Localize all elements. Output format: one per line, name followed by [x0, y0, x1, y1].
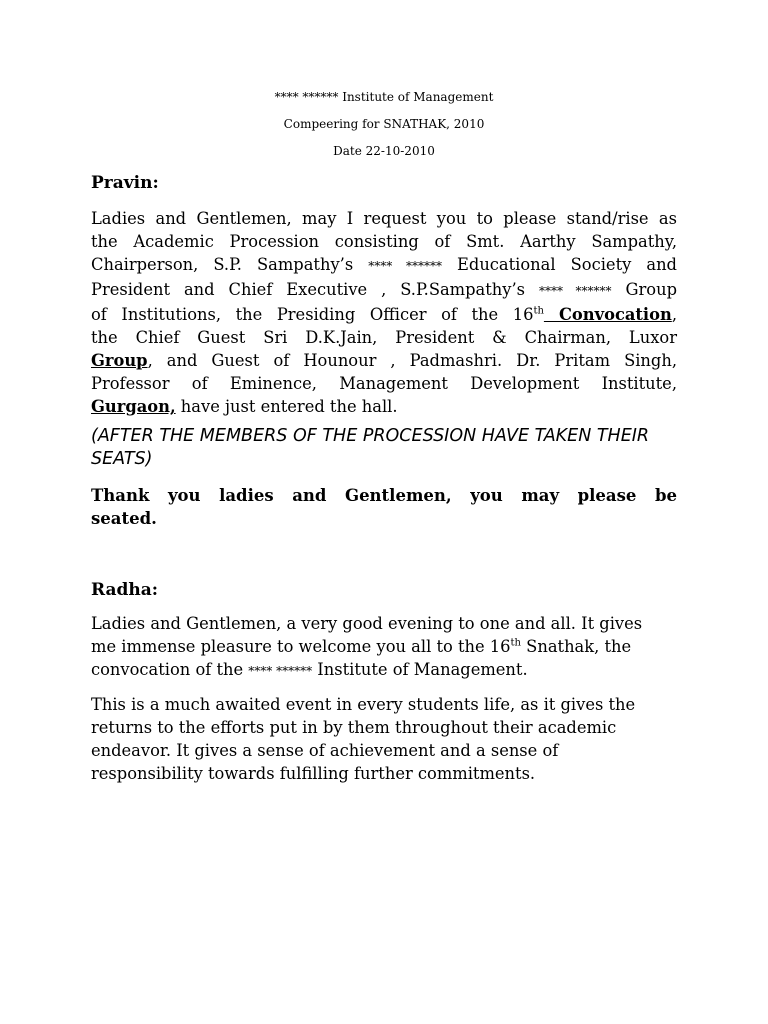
text-run: me immense pleasure to welcome you all to the 16: [91, 637, 511, 656]
institute-title: **** ****** Institute of Management: [274, 90, 494, 104]
redacted-name: **** ******: [248, 664, 313, 678]
paragraph-line: [91, 326, 677, 349]
text-run: the Academic Procession consisting of Smt. Aarthy Sampathy,: [91, 232, 677, 251]
text-run: the Chief Guest Sri D.K.Jain, President & Chairman, Luxor: [91, 328, 677, 347]
text-run: Professor of Eminence, Management Development Institute,: [91, 374, 677, 393]
text-run: ,: [671, 305, 677, 324]
paragraph-line: returns to the efforts put in by them throughout their academic: [91, 718, 617, 737]
text-run: Group: [611, 280, 677, 299]
text-run: , and Guest of Hounour , Padmashri. Dr. Pritam Singh,: [147, 351, 677, 370]
document-date: Date 22-10-2010: [333, 144, 435, 158]
procession-paragraph: [91, 207, 677, 418]
ordinal-superscript: th: [510, 637, 521, 649]
paragraph-line: [91, 635, 677, 658]
text-run: convocation of the: [91, 660, 249, 679]
convocation-emphasis: Convocation: [543, 305, 672, 324]
event-paragraph: [91, 693, 677, 785]
paragraph-line: endeavor. It gives a sense of achievement and a sense of: [91, 741, 559, 760]
paragraph-line: [91, 303, 677, 326]
text-run: President and Chief Executive , S.P.Sampathy’s: [91, 280, 539, 299]
paragraph-line: [91, 658, 677, 683]
paragraph-line: [91, 349, 677, 372]
text-run: Educational Society and: [441, 255, 677, 274]
paragraph-line: [91, 278, 677, 303]
compeering-subtitle: Compeering for SNATHAK, 2010: [283, 117, 485, 131]
paragraph-line: responsibility towards fulfilling further commitments.: [91, 764, 536, 783]
speaker-pravin: Pravin:: [91, 173, 159, 193]
paragraph-line: Thank you ladies and Gentlemen, you may please be: [91, 486, 677, 505]
text-run: of Institutions, the Presiding Officer of the 16: [91, 305, 534, 324]
paragraph-line: This is a much awaited event in every students life, as it gives the: [91, 695, 636, 714]
text-run: Snathak, the: [521, 637, 632, 656]
text-run: Ladies and Gentlemen, may I request you to please stand/rise as: [91, 209, 677, 228]
paragraph-line: [91, 230, 677, 253]
paragraph-line: [91, 207, 677, 230]
text-run: have just entered the hall.: [175, 397, 398, 416]
stage-direction: (AFTER THE MEMBERS OF THE PROCESSION HAVE TAKEN THEIR SEATS): [91, 426, 650, 469]
text-run: Chairperson, S.P. Sampathy’s: [91, 255, 369, 274]
paragraph-line: [91, 395, 677, 418]
welcome-paragraph: [91, 612, 677, 683]
redacted-name: **** ******: [368, 259, 442, 273]
paragraph-line: Ladies and Gentlemen, a very good evening to one and all. It gives: [91, 614, 643, 633]
gurgaon-emphasis: Gurgaon,: [91, 397, 176, 416]
redacted-name: **** ******: [538, 284, 612, 298]
speaker-radha: Radha:: [91, 580, 159, 600]
text-run: Institute of Management.: [312, 660, 528, 679]
paragraph-line: [91, 253, 677, 278]
paragraph-line: seated.: [91, 509, 157, 528]
paragraph-line: [91, 372, 677, 395]
ordinal-superscript: th: [533, 305, 544, 317]
thanks-paragraph: [91, 484, 677, 530]
group-emphasis: Group: [91, 351, 148, 370]
